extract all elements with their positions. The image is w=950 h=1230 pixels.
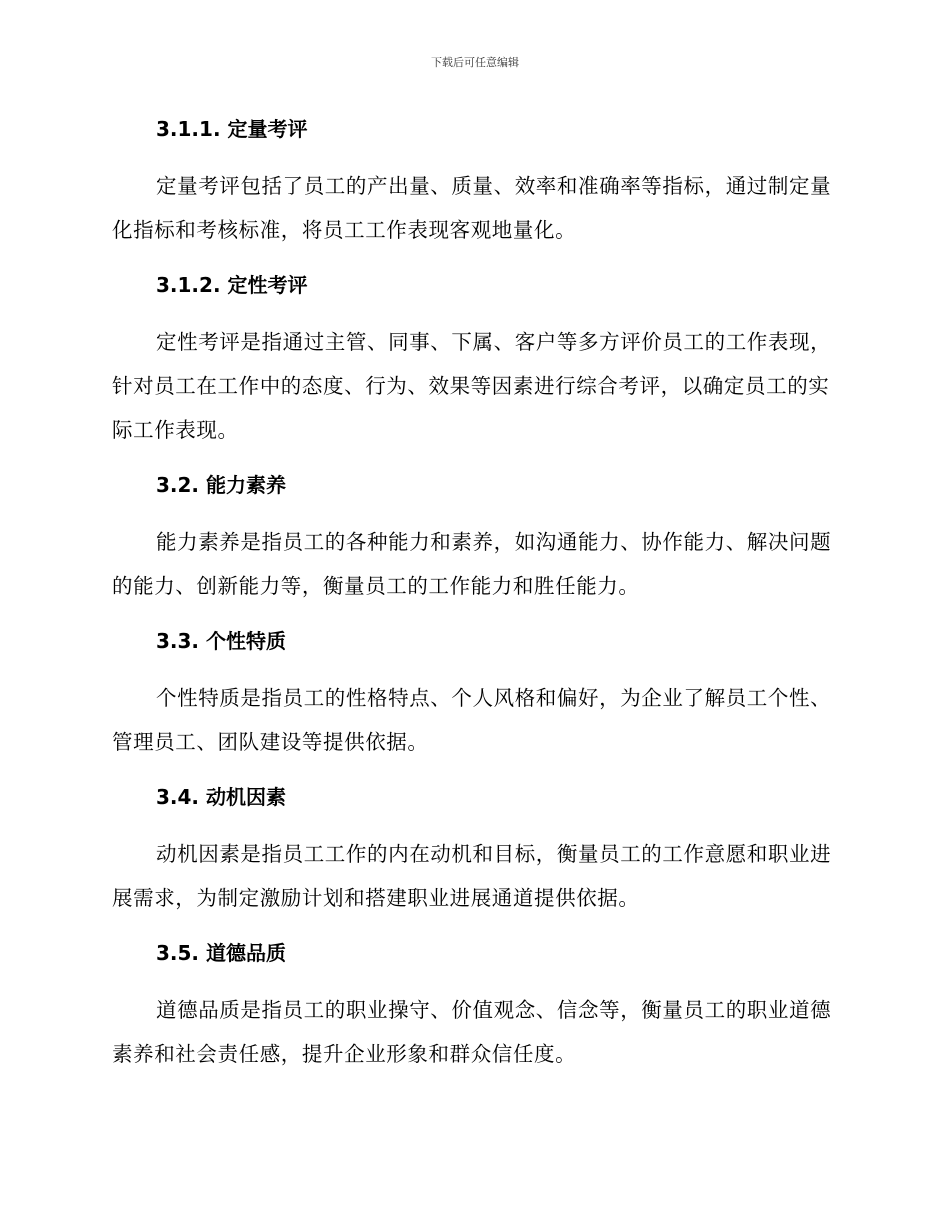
section-heading: 3.4. 动机因素 (156, 785, 286, 809)
section-paragraph: 个性特质是指员工的性格特点、个人风格和偏好，为企业了解员工个性、管理员工、团队建设等提供依据。 (112, 686, 832, 754)
section-paragraph: 定性考评是指通过主管、同事、下属、客户等多方评价员工的工作表现，针对员工在工作中的态度、行为、效果等因素进行综合考评，以确定员工的实际工作表现。 (112, 330, 832, 442)
document-body (112, 112, 837, 1092)
section-heading: 3.3. 个性特质 (156, 629, 286, 653)
page-header: 下载后可任意编辑 (431, 56, 519, 69)
section-heading: 3.1.2. 定性考评 (156, 273, 308, 297)
section-paragraph: 道德品质是指员工的职业操守、价值观念、信念等，衡量员工的职业道德素养和社会责任感，提升企业形象和群众信任度。 (112, 998, 832, 1066)
section-heading: 3.5. 道德品质 (156, 941, 286, 965)
section-heading: 3.2. 能力素养 (156, 473, 286, 497)
section-paragraph: 定量考评包括了员工的产出量、质量、效率和准确率等指标，通过制定量化指标和考核标准，将员工工作表现客观地量化。 (112, 174, 832, 242)
section-paragraph: 动机因素是指员工工作的内在动机和目标，衡量员工的工作意愿和职业进展需求，为制定激励计划和搭建职业进展通道提供依据。 (112, 842, 832, 910)
section-heading: 3.1.1. 定量考评 (156, 117, 308, 141)
section-paragraph: 能力素养是指员工的各种能力和素养，如沟通能力、协作能力、解决问题的能力、创新能力等，衡量员工的工作能力和胜任能力。 (112, 530, 832, 598)
